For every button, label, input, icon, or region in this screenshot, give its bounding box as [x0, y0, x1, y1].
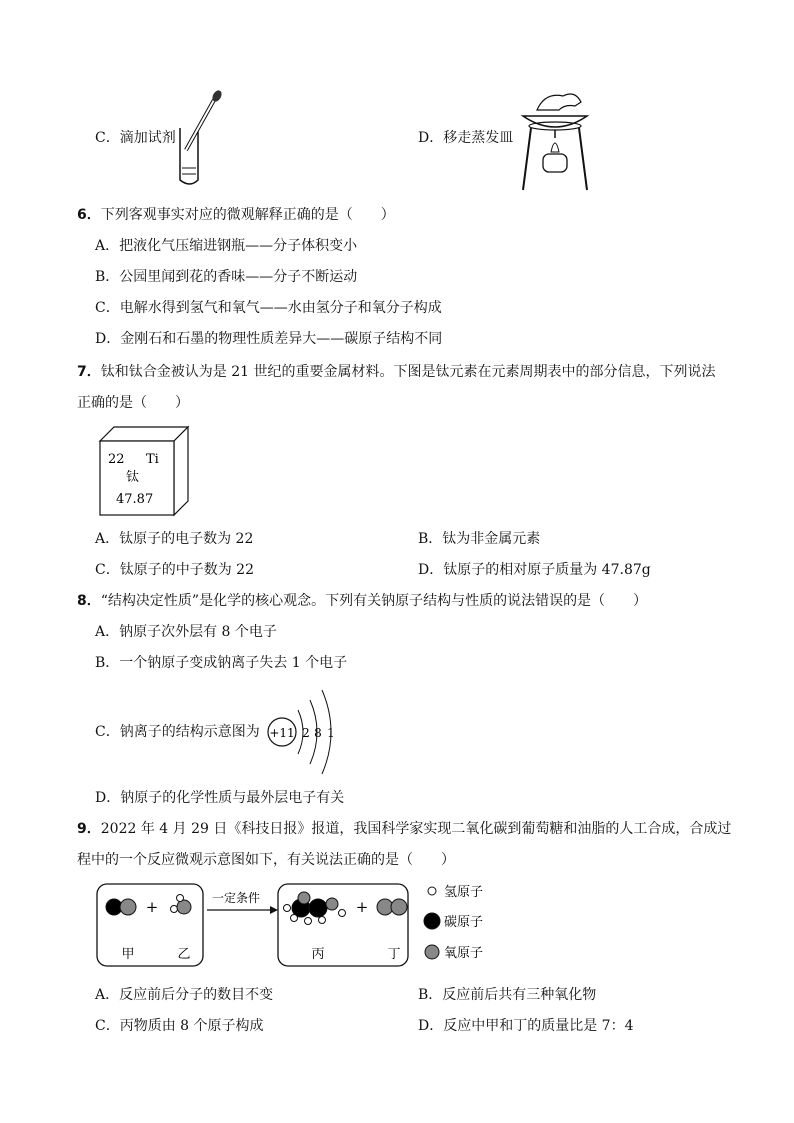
q7-option-b: B．钛为非金属元素 [418, 531, 541, 547]
q6-stem [77, 205, 395, 225]
shell-3-electrons: 1 [327, 726, 335, 740]
q7-stem-line1 [77, 362, 715, 382]
q8-stem [77, 591, 647, 611]
q9-option-b: B．反应前后共有三种氧化物 [418, 987, 597, 1003]
q5-option-c: C．滴加试剂 [95, 130, 176, 146]
question-number: 6． [77, 207, 101, 223]
question-text: 2022 年 4 月 29 日《科技日报》报道，我国科学家实现二氧化碳到葡萄糖和油脂的人工合成，合成过 [100, 821, 732, 837]
dropper-test-tube-illustration [170, 88, 230, 188]
question-text: “结构决定性质”是化学的核心观念。下列有关钠原子结构与性质的说法错误的是（ ） [100, 593, 648, 609]
question-number: 9． [77, 821, 101, 837]
reaction-micro-diagram [94, 880, 514, 970]
q9-option-a: A．反应前后分子的数目不变 [95, 987, 274, 1003]
q7-option-c: C．钛原子的中子数为 22 [95, 562, 254, 578]
q5-option-d: D．移走蒸发皿 [418, 130, 514, 146]
shell-2-electrons: 8 [314, 726, 322, 740]
legend-oxygen: 氧原子 [444, 946, 484, 961]
label-jia: 甲 [121, 947, 135, 962]
question-text: 下列客观事实对应的微观解释正确的是（ ） [100, 207, 395, 223]
q9-stem-line1 [77, 819, 731, 839]
q8-option-c: C．钠离子的结构示意图为 [95, 724, 260, 740]
shell-1-electrons: 2 [302, 726, 310, 740]
label-ding: 丁 [387, 947, 401, 962]
label-bing: 丙 [311, 947, 325, 962]
legend-carbon: 碳原子 [444, 915, 484, 930]
element-mass: 47.87 [116, 492, 154, 507]
plus-sign-right: + [355, 898, 369, 916]
element-atomic-number: 22 [108, 452, 125, 467]
q9-option-c: C．丙物质由 8 个原子构成 [95, 1018, 264, 1034]
legend-hydrogen: 氢原子 [444, 885, 484, 900]
q7-option-d: D．钛原子的相对原子质量为 47.87g [418, 562, 651, 578]
q8-option-a: A．钠原子次外层有 8 个电子 [95, 624, 277, 640]
q8-option-d: D．钠原子的化学性质与最外层电子有关 [95, 790, 345, 806]
question-number: 7． [77, 364, 101, 380]
q7-option-a: A．钛原子的电子数为 22 [95, 531, 254, 547]
q6-option-c: C．电解水得到氢气和氧气——水由氢分子和氧分子构成 [95, 300, 442, 316]
q7-stem-line2: 正确的是（ ） [77, 395, 189, 411]
sodium-ion-structure-diagram [264, 682, 344, 782]
nucleus-charge: +11 [269, 726, 295, 740]
question-text: 钛和钛合金被认为是 21 世纪的重要金属材料。下图是钛元素在元素周期表中的部分信息，下列说法 [100, 364, 716, 380]
label-yi: 乙 [177, 947, 191, 962]
element-symbol: Ti [146, 452, 159, 467]
q6-option-a: A．把液化气压缩进钢瓶——分子体积变小 [95, 238, 358, 254]
titanium-element-card [98, 425, 190, 517]
q9-stem-line2: 程中的一个反应微观示意图如下，有关说法正确的是（ ） [77, 852, 455, 868]
q8-option-b: B．一个钠原子变成钠离子失去 1 个电子 [95, 655, 348, 671]
plus-sign-left: + [145, 898, 159, 916]
q6-option-d: D．金刚石和石墨的物理性质差异大——碳原子结构不同 [95, 331, 443, 347]
element-name: 钛 [126, 470, 140, 485]
reaction-condition: 一定条件 [211, 891, 261, 905]
evaporating-dish-illustration [515, 82, 595, 194]
question-number: 8． [77, 593, 101, 609]
q9-option-d: D．反应中甲和丁的质量比是 7：4 [418, 1018, 634, 1034]
q6-option-b: B．公园里闻到花的香味——分子不断运动 [95, 269, 358, 285]
